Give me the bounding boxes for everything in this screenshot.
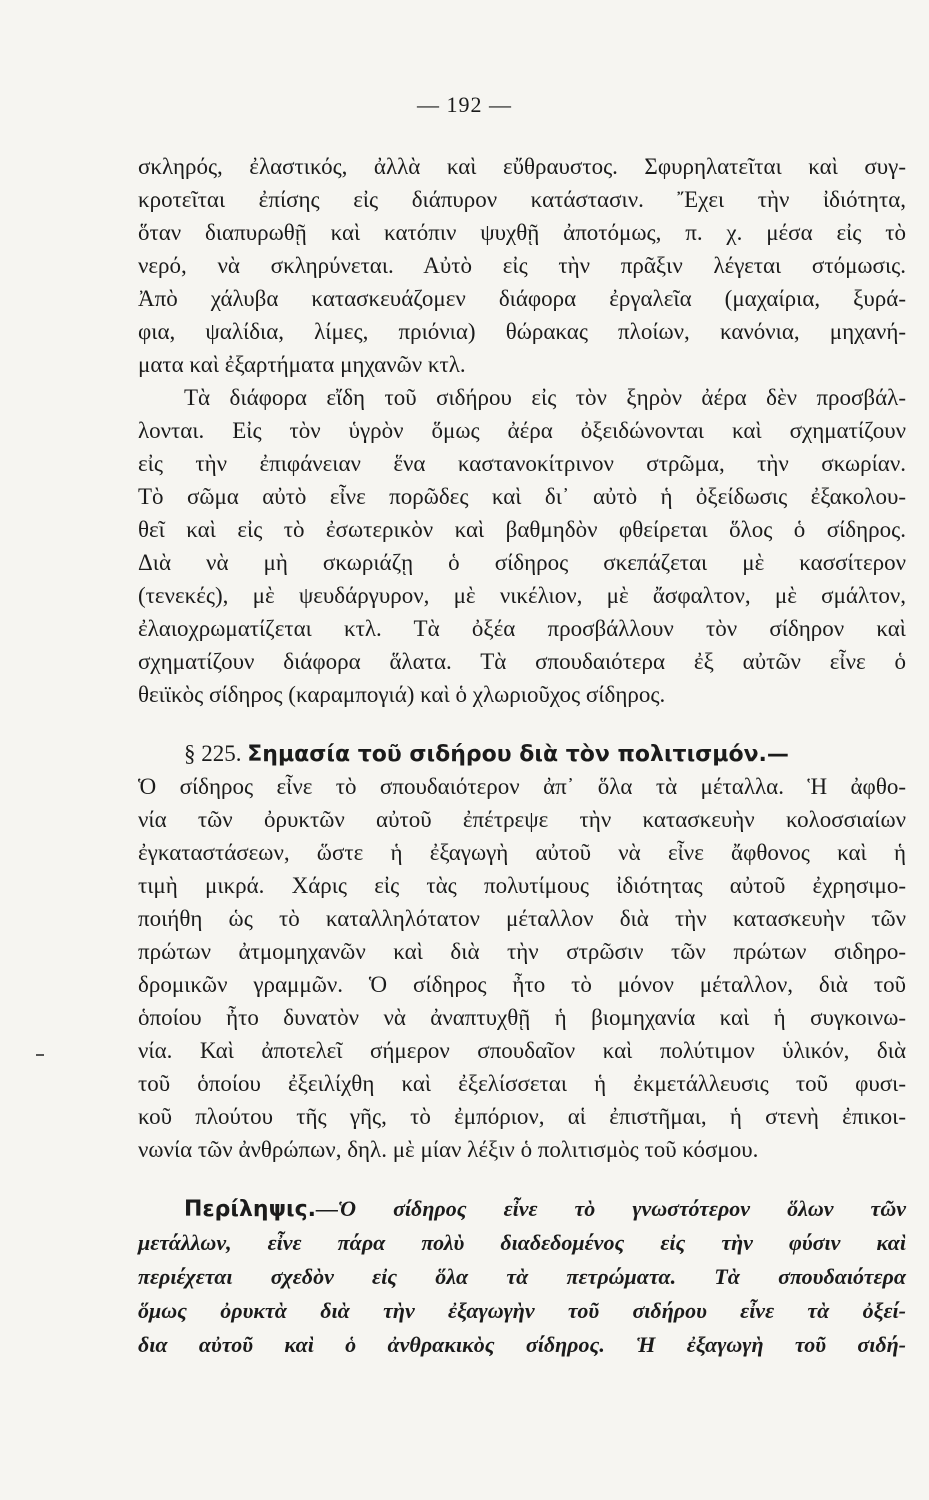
text-line: πρώτων ἀτμομηχανῶν καὶ διὰ τὴν στρῶσιν τῶν πρώτων σιδηρο- (138, 939, 906, 964)
text-line: κροτεῖται ἐπίσης εἰς διάπυρον κατάστασιν. Ἔχει τὴν ἰδιότητα, (138, 187, 906, 212)
section-number: § 225. (184, 741, 242, 766)
page-number: — 192 — (417, 92, 512, 117)
text-line: εἰς τὴν ἐπιφάνειαν ἕνα καστανοκίτρινον στρῶμα, τὴν σκωρίαν. (138, 451, 906, 476)
text-line: ὅταν διαπυρωθῇ καὶ κατόπιν ψυχθῇ ἀποτόμως, π. χ. μέσα εἰς τὸ (138, 220, 906, 245)
text-line: ματα καὶ ἐξαρτήματα μηχανῶν κτλ. (138, 352, 466, 377)
text-line: νωνία τῶν ἀνθρώπων, δηλ. μὲ μίαν λέξιν ὁ πολιτισμὸς τοῦ κόσμου. (138, 1137, 759, 1162)
text-line: δρομικῶν γραμμῶν. Ὁ σίδηρος ἦτο τὸ μόνον μέταλλον, διὰ τοῦ (138, 972, 906, 997)
text-line: Ἀπὸ χάλυβα κατασκευάζομεν διάφορα ἐργαλεῖα (μαχαίρια, ξυρά- (138, 286, 906, 311)
text-line: ἐγκαταστάσεων, ὥστε ἡ ἐξαγωγὴ αὐτοῦ νὰ εἶνε ἄφθονος καὶ ἡ (138, 840, 906, 865)
text-line: σχηματίζουν διάφορα ἅλατα. Τὰ σπουδαιότερα ἐξ αὐτῶν εἶνε ὁ (138, 649, 906, 674)
text-line: θειϊκὸς σίδηρος (καραμπογιά) καὶ ὁ χλωριοῦχος σίδηρος. (138, 682, 666, 707)
summary-line: ὅμως ὀρυκτὰ διὰ τὴν ἐξαγωγὴν τοῦ σιδήρου εἶνε τὰ ὀξεί- (138, 1298, 906, 1323)
summary-line: μετάλλων, εἶνε πάρα πολὺ διαδεδομένος εἰς τὴν φύσιν καὶ (138, 1230, 906, 1255)
text-line: Τὰ διάφορα εἴδη τοῦ σιδήρου εἰς τὸν ξηρὸν ἀέρα δὲν προσβάλ- (184, 385, 906, 410)
text-line: ἐλαιοχρωματίζεται κτλ. Τὰ ὀξέα προσβάλλουν τὸν σίδηρον καὶ (138, 616, 906, 641)
text-line: σκληρός, ἐλαστικός, ἀλλὰ καὶ εὔθραυστος. Σφυρηλατεῖται καὶ συγ- (138, 154, 906, 179)
summary-line: περιέχεται σχεδὸν εἰς ὅλα τὰ πετρώματα. Τὰ σπουδαιότερα (138, 1264, 906, 1289)
section-heading-line (138, 737, 906, 770)
text-line: νία. Καὶ ἀποτελεῖ σήμερον σπουδαῖον καὶ πολύτιμον ὑλικόν, διὰ (138, 1038, 906, 1063)
summary-label: Περίληψις. (184, 1197, 316, 1222)
page-body (138, 150, 906, 1362)
text-line: Τὸ σῶμα αὐτὸ εἶνε πορῶδες καὶ δι᾽ αὐτὸ ἡ ὀξείδωσις ἐξακολου- (138, 484, 906, 509)
text-line: φια, ψαλίδια, λίμες, πριόνια) θώρακας πλοίων, κανόνια, μηχανή- (138, 319, 906, 344)
text-line: (τενεκές), μὲ ψευδάργυρον, μὲ νικέλιον, μὲ ἄσφαλτον, μὲ σμάλτον, (138, 583, 906, 608)
text-line: τιμὴ μικρά. Χάρις εἰς τὰς πολυτίμους ἰδιότητας αὐτοῦ ἐχρησιμο- (138, 873, 906, 898)
text-line: νία τῶν ὀρυκτῶν αὐτοῦ ἐπέτρεψε τὴν κατασκευὴν κολοσσιαίων (138, 807, 906, 832)
text-line: Ὁ σίδηρος εἶνε τὸ σπουδαιότερον ἀπ᾽ ὅλα τὰ μέταλλα. Ἡ ἀφθο- (138, 774, 906, 799)
text-line: λονται. Εἰς τὸν ὑγρὸν ὅμως ἀέρα ὀξειδώνονται καὶ σχηματίζουν (138, 418, 906, 443)
text-line: ὁποίου ἦτο δυνατὸν νὰ ἀναπτυχθῇ ἡ βιομηχανία καὶ ἡ συγκοινω- (138, 1005, 906, 1030)
summary-first-line (138, 1192, 906, 1226)
margin-mark (36, 1054, 44, 1056)
section-heading: Σημασία τοῦ σιδήρου διὰ τὸν πολιτισμόν.— (247, 742, 789, 767)
text-line: ποιήθη ὡς τὸ καταλληλότατον μέταλλον διὰ τὴν κατασκευὴν τῶν (138, 906, 906, 931)
text-line: θεῖ καὶ εἰς τὸ ἐσωτερικὸν καὶ βαθμηδὸν φθείρεται ὅλος ὁ σίδηρος. (138, 517, 906, 542)
summary-line: δια αὐτοῦ καὶ ὁ ἀνθρακικὸς σίδηρος. Ἡ ἐξαγωγὴ τοῦ σιδή- (138, 1332, 906, 1357)
summary-text: —Ὁ σίδηρος εἶνε τὸ γνωστότερον ὅλων τῶν (316, 1196, 906, 1221)
text-line: νερό, νὰ σκληρύνεται. Αὐτὸ εἰς τὴν πρᾶξιν λέγεται στόμωσις. (138, 253, 906, 278)
text-line: Διὰ νὰ μὴ σκωριάζῃ ὁ σίδηρος σκεπάζεται μὲ κασσίτερον (138, 550, 906, 575)
text-line: τοῦ ὁποίου ἐξειλίχθη καὶ ἐξελίσσεται ἡ ἐκμετάλλευσις τοῦ φυσι- (138, 1071, 906, 1096)
text-line: κοῦ πλούτου τῆς γῆς, τὸ ἐμπόριον, αἱ ἐπιστῆμαι, ἡ στενὴ ἐπικοι- (138, 1104, 906, 1129)
